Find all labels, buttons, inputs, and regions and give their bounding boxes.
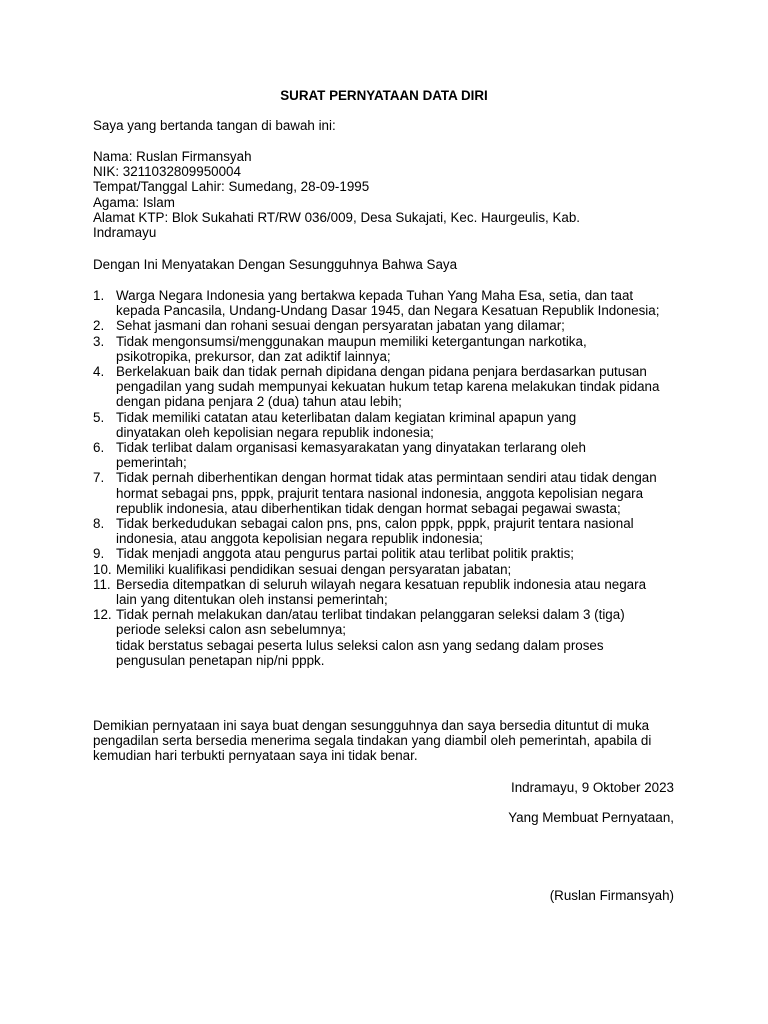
- list-item-text: Tidak menjadi anggota atau pengurus partai politik atau terlibat politik praktis;: [116, 546, 575, 562]
- list-item-number: 7.: [93, 470, 105, 486]
- statement-list: [93, 288, 683, 668]
- list-item-text: Bersedia ditempatkan di seluruh wilayah negara kesatuan republik indonesia atau negara lain yang ditentukan oleh instansi pemerintah;: [116, 576, 647, 608]
- document-title: SURAT PERNYATAAN DATA DIRI: [280, 88, 488, 103]
- maker-label: Yang Membuat Pernyataan,: [508, 810, 674, 825]
- identity-birth: Tempat/Tanggal Lahir: Sumedang, 28-09-1995: [93, 179, 370, 195]
- list-item: [93, 364, 683, 410]
- identity-block: [93, 149, 683, 240]
- list-item-number: 10.: [93, 561, 112, 577]
- place-date: Indramayu, 9 Oktober 2023: [510, 780, 674, 795]
- list-item-number: 8.: [93, 516, 105, 532]
- list-item-text: Tidak memiliki catatan atau keterlibatan dalam kegiatan kriminal apapun yang dinyatakan oleh kepolisian negara republik indonesia;: [116, 409, 577, 440]
- list-item: [93, 562, 683, 577]
- list-item-text: Tidak pernah melakukan dan/atau terlibat tindakan pelanggaran seleksi dalam 3 (tiga) periode seleksi calon asn sebelumnya;: [116, 607, 625, 638]
- list-item-text: Sehat jasmani dan rohani sesuai dengan persyaratan jabatan yang dilamar;: [116, 318, 565, 334]
- identity-nik: NIK: 3211032809950004: [93, 164, 241, 180]
- list-item: [93, 607, 683, 637]
- list-item: [93, 516, 683, 546]
- list-item: [93, 577, 683, 607]
- signature-name: (Ruslan Firmansyah): [549, 888, 674, 903]
- list-item-number: 5.: [93, 409, 105, 425]
- list-item-text: Warga Negara Indonesia yang bertakwa kepada Tuhan Yang Maha Esa, setia, dan taat kepada Pancasila, Undang-Undang Dasar 1945, dan Negara Kesatuan Republik Indonesia;: [116, 288, 660, 319]
- declaration-text: Dengan Ini Menyatakan Dengan Sesungguhnya Bahwa Saya: [93, 257, 458, 272]
- list-item-number: 6.: [93, 440, 105, 456]
- list-item: [93, 288, 683, 318]
- list-item-text: tidak berstatus sebagai peserta lulus seleksi calon asn yang sedang dalam proses pengusulan penetapan nip/ni pppk.: [116, 637, 604, 668]
- list-item-number: 2.: [93, 318, 105, 334]
- identity-religion: Agama: Islam: [93, 194, 175, 210]
- list-item-text: Tidak terlibat dalam organisasi kemasyarakatan yang dinyatakan terlarang oleh pemerintah;: [116, 440, 586, 471]
- list-item-continuation: [93, 638, 683, 668]
- list-item: [93, 334, 683, 364]
- list-item-text: Berkelakuan baik dan tidak pernah dipidana dengan pidana penjara berdasarkan putusan pengadilan yang sudah mempunyai kekuatan hukum tetap karena melakukan tindak pidana dengan pidana penjara 2 (dua) tahun atau lebih;: [116, 364, 660, 410]
- list-item: [93, 318, 683, 333]
- identity-address: Alamat KTP: Blok Sukahati RT/RW 036/009, Desa Sukajati, Kec. Haurgeulis, Kab. Indramayu: [93, 209, 581, 241]
- intro-text: Saya yang bertanda tangan di bawah ini:: [93, 118, 336, 133]
- closing-paragraph: Demikian pernyataan ini saya buat dengan sesungguhnya dan saya bersedia dituntut di muka pengadilan serta bersedia menerima segala tindakan yang diambil oleh pemerintah, apabila di kemudian hari terbukti pernyataan saya ini tidak benar.: [93, 718, 652, 764]
- list-item: [93, 546, 683, 561]
- list-item-number: 9.: [93, 546, 105, 562]
- list-item: [93, 440, 683, 470]
- list-item-number: 12.: [93, 607, 112, 623]
- list-item-text: Memiliki kualifikasi pendidikan sesuai dengan persyaratan jabatan;: [116, 561, 512, 577]
- list-item-number: 1.: [93, 288, 105, 303]
- list-item-text: Tidak berkedudukan sebagai calon pns, pns, calon pppk, pppk, prajurit tentara nasional indonesia, atau anggota kepolisian negara republik indonesia;: [116, 516, 634, 547]
- list-item-text: Tidak pernah diberhentikan dengan hormat tidak atas permintaan sendiri atau tidak dengan hormat sebagai pns, pppk, prajurit tentara nasional indonesia, anggota kepolisian negara republik indonesia, atau diberhentikan tidak dengan hormat sebagai pegawai swasta;: [116, 470, 657, 516]
- list-item-number: 3.: [93, 333, 105, 349]
- list-item-number: 11.: [93, 576, 111, 592]
- list-item-number: 4.: [93, 364, 105, 380]
- identity-name: Nama: Ruslan Firmansyah: [93, 149, 252, 164]
- list-item: [93, 470, 683, 516]
- list-item-text: Tidak mengonsumsi/menggunakan maupun memiliki ketergantungan narkotika, psikotropika, prekursor, dan zat adiktif lainnya;: [116, 333, 587, 364]
- list-item: [93, 410, 683, 440]
